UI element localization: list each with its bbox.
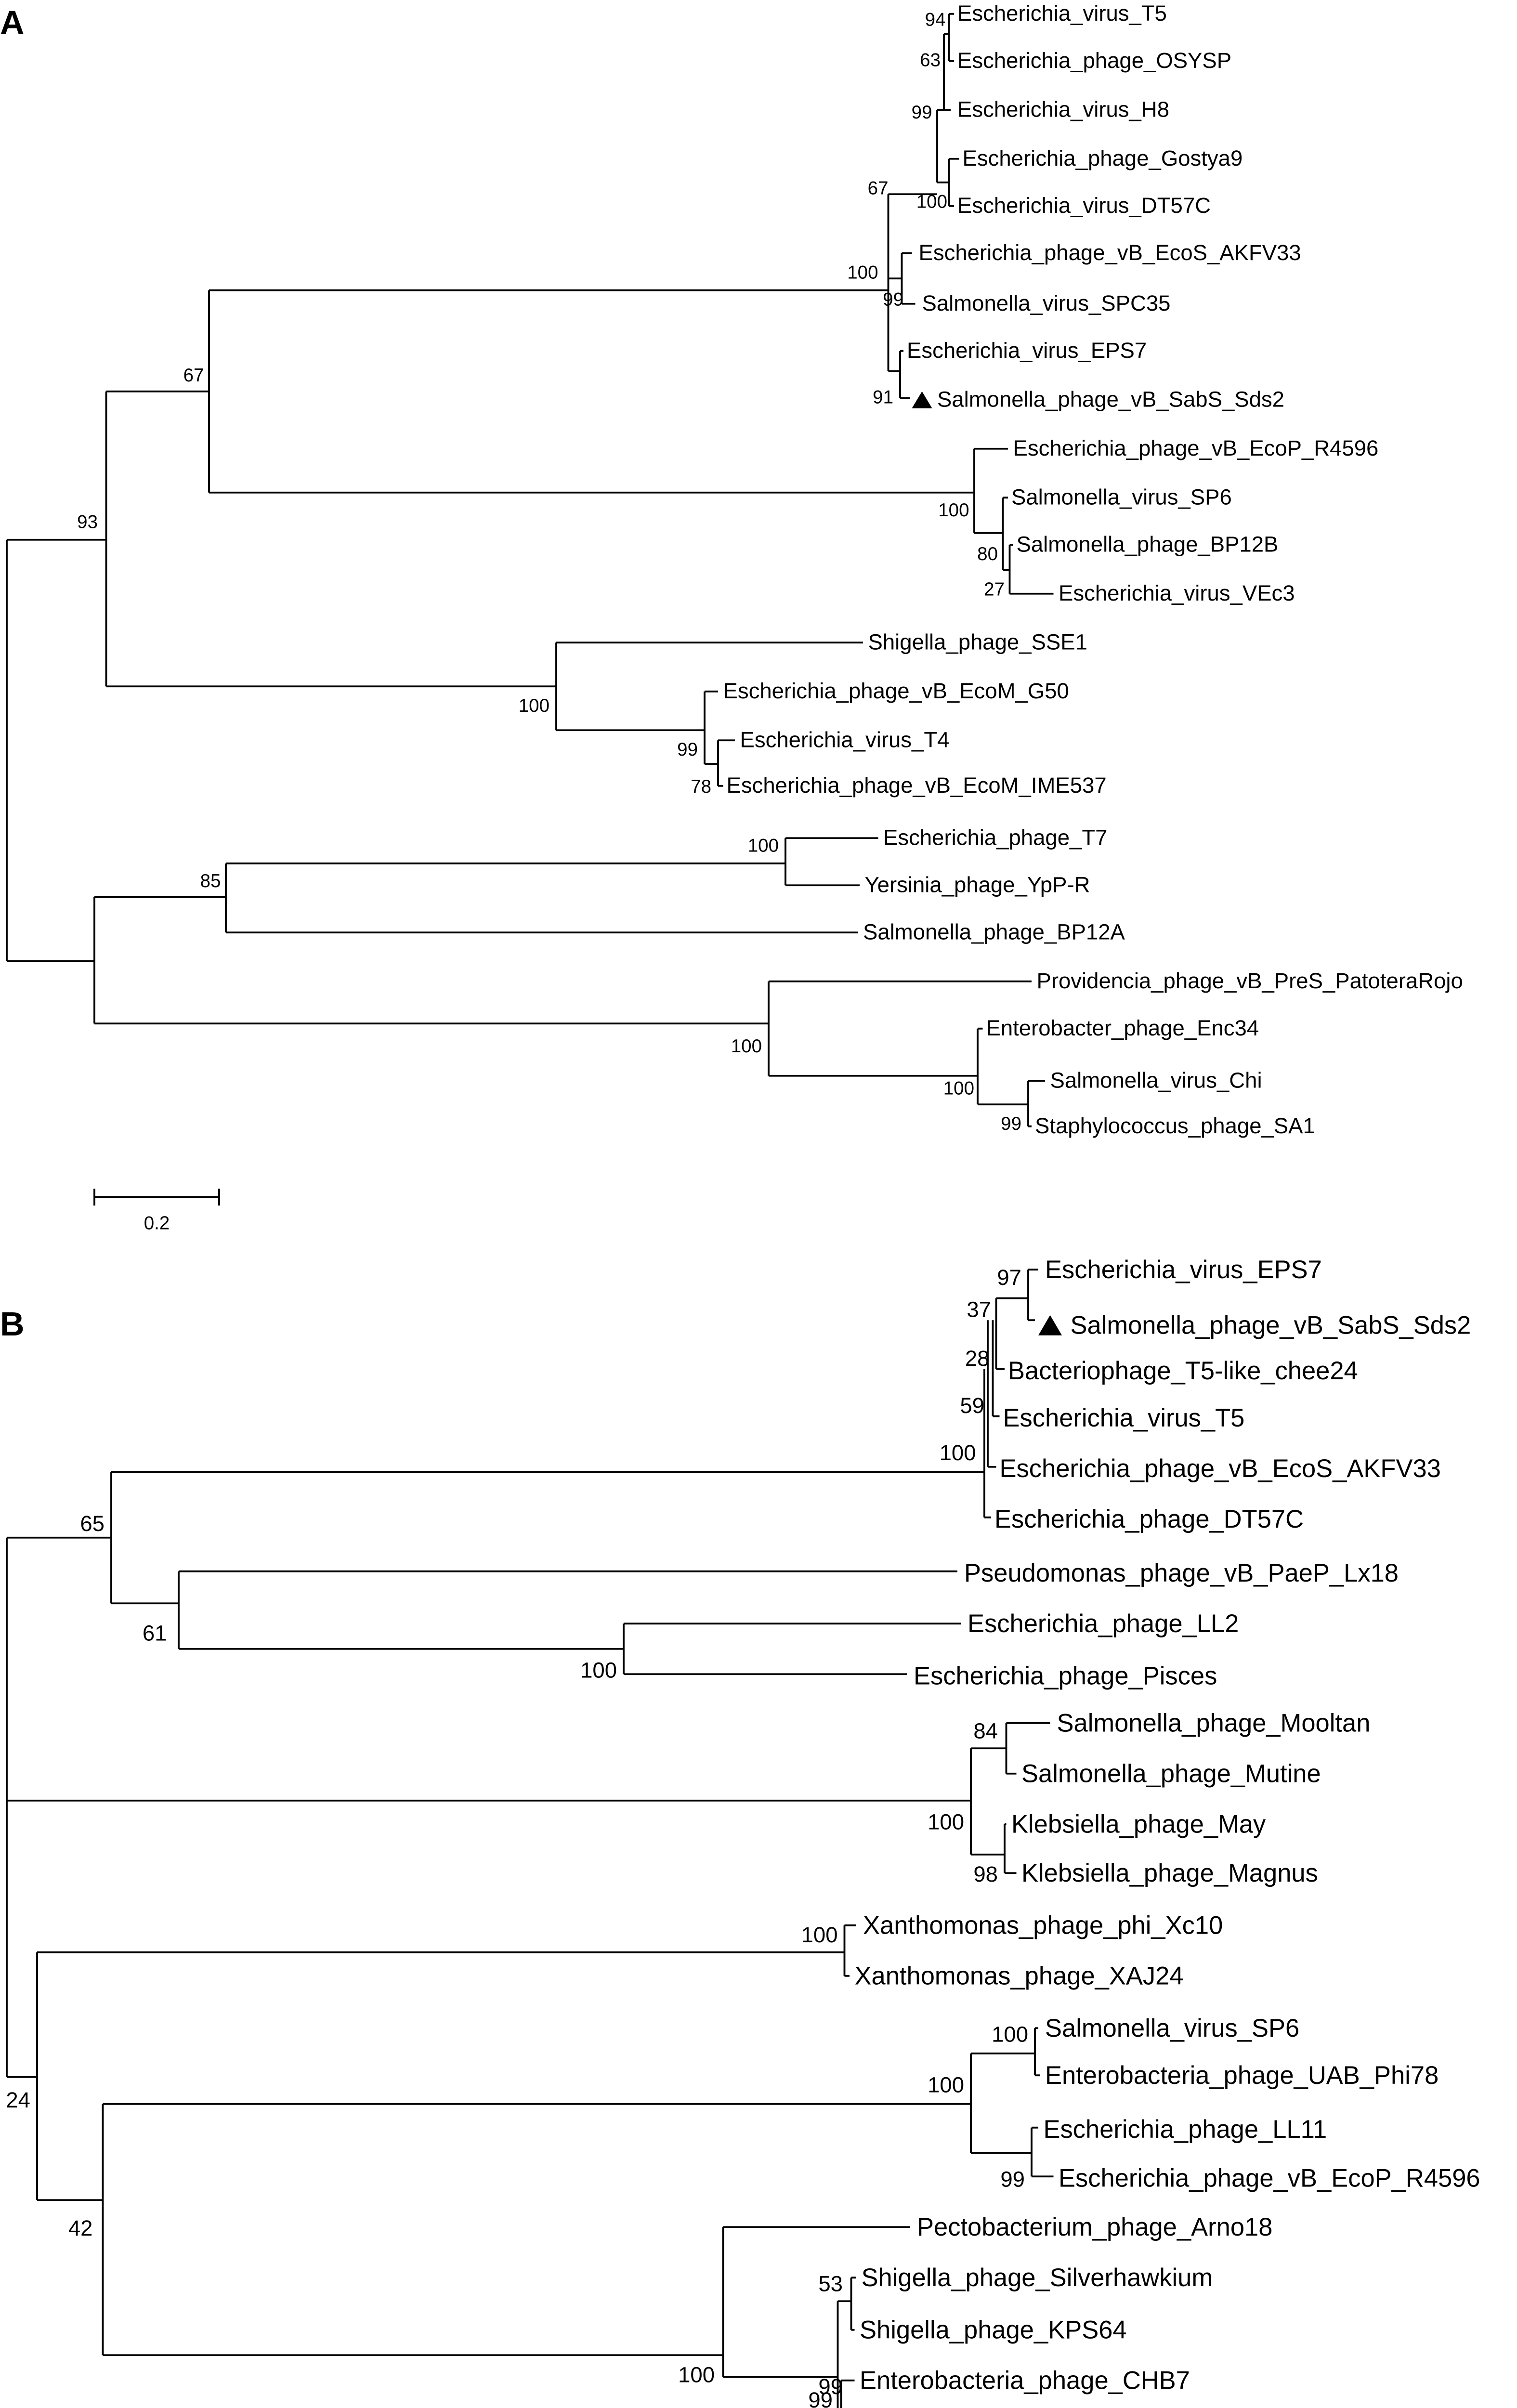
- leaf-label: Escherichia_virus_VEc3: [1059, 580, 1295, 605]
- leaf-label: Escherichia_phage_T7: [883, 825, 1108, 850]
- bootstrap-value: 98: [973, 1861, 998, 1886]
- leaf-label: Escherichia_phage_vB_EcoP_R4596: [1059, 2164, 1480, 2193]
- bootstrap-value: 80: [977, 543, 998, 564]
- bootstrap-value: 100: [939, 1440, 976, 1465]
- bootstrap-value: 97: [997, 1265, 1021, 1290]
- bootstrap-value: 100: [916, 191, 947, 212]
- leaf-label: Yersinia_phage_YpP-R: [864, 872, 1090, 897]
- bootstrap-value: 67: [183, 365, 204, 386]
- leaf-label: Escherichia_virus_EPS7: [907, 338, 1147, 363]
- leaf-label: Salmonella_phage_BP12A: [863, 919, 1125, 944]
- bootstrap-value: 100: [801, 1922, 838, 1947]
- bootstrap-value: 85: [200, 870, 221, 891]
- leaf-label: Staphylococcus_phage_SA1: [1035, 1113, 1315, 1138]
- leaf-label: Salmonella_virus_Chi: [1050, 1068, 1262, 1093]
- panel-b-label: B: [0, 1305, 25, 1343]
- panel-a-label: A: [0, 3, 25, 41]
- leaf-label: Escherichia_virus_T4: [740, 727, 950, 752]
- leaf-label: Klebsiella_phage_Magnus: [1021, 1858, 1318, 1887]
- leaf-label: Salmonella_phage_Mooltan: [1057, 1709, 1371, 1738]
- leaf-label: Xanthomonas_phage_phi_Xc10: [863, 1911, 1223, 1940]
- leaf-label: Escherichia_phage_vB_EcoS_AKFV33: [999, 1454, 1441, 1483]
- leaf-label: Enterobacteria_phage_CHB7: [860, 2366, 1190, 2395]
- scale-bar-line: [94, 1189, 219, 1205]
- leaf-label: Escherichia_phage_Pisces: [914, 1662, 1217, 1690]
- bootstrap-value: 100: [992, 2022, 1028, 2047]
- leaf-label: Escherichia_virus_T5: [1003, 1403, 1245, 1432]
- panel-a-leaf-labels: [723, 1, 1463, 1138]
- leaf-label: Enterobacter_phage_Enc34: [986, 1015, 1259, 1040]
- bootstrap-value: 100: [928, 2072, 964, 2097]
- leaf-label: Shigella_phage_KPS64: [860, 2316, 1127, 2344]
- bootstrap-value: 53: [818, 2271, 843, 2296]
- bootstrap-value: 42: [68, 2215, 93, 2240]
- leaf-label: Shigella_phage_SSE1: [868, 629, 1087, 654]
- leaf-label: Pectobacterium_phage_Arno18: [917, 2212, 1273, 2241]
- leaf-label: Escherichia_phage_DT57C: [994, 1505, 1304, 1533]
- leaf-label: Salmonella_virus_SP6: [1011, 484, 1232, 510]
- bootstrap-value: 99: [883, 289, 903, 310]
- triangle-marker-icon: [912, 392, 932, 408]
- leaf-label: Escherichia_virus_H8: [957, 97, 1170, 122]
- leaf-label: Salmonella_phage_Mutine: [1021, 1759, 1321, 1788]
- leaf-label: Shigella_phage_Silverhawkium: [861, 2263, 1213, 2292]
- leaf-label: Pseudomonas_phage_vB_PaeP_Lx18: [964, 1558, 1399, 1587]
- leaf-label: Escherichia_phage_vB_EcoM_G50: [723, 678, 1069, 703]
- bootstrap-value: 37: [967, 1297, 991, 1322]
- leaf-label: Escherichia_phage_vB_EcoM_IME537: [726, 772, 1107, 798]
- leaf-label: Providencia_phage_vB_PreS_PatoteraRojo: [1036, 968, 1463, 993]
- bootstrap-value: 100: [678, 2362, 715, 2387]
- leaf-label: Enterobacteria_phage_UAB_Phi78: [1045, 2061, 1439, 2090]
- panel-a-scale-bar: [94, 1189, 219, 1233]
- panel-b-tree-edges: [7, 1269, 1054, 2408]
- panel-b: [0, 1256, 1480, 2408]
- bootstrap-value: 24: [6, 2087, 30, 2112]
- bootstrap-value: 59: [960, 1393, 984, 1418]
- panel-a-tree-edges: [7, 14, 1054, 1126]
- bootstrap-value: 27: [984, 579, 1005, 600]
- leaf-label: Klebsiella_phage_May: [1011, 1810, 1266, 1839]
- leaf-label: Escherichia_phage_LL2: [968, 1609, 1239, 1638]
- bootstrap-value: 100: [938, 499, 969, 521]
- triangle-marker-icon: [1038, 1315, 1062, 1335]
- leaf-label: Escherichia_phage_vB_EcoS_AKFV33: [918, 240, 1301, 265]
- leaf-label: Escherichia_phage_Gostya9: [962, 145, 1243, 170]
- panel-a: [0, 1, 1463, 1234]
- leaf-label: Salmonella_virus_SPC35: [922, 290, 1171, 315]
- bootstrap-value: 65: [80, 1511, 105, 1536]
- bootstrap-value: 100: [943, 1078, 974, 1099]
- leaf-label: Bacteriophage_T5-like_chee24: [1008, 1356, 1358, 1385]
- leaf-label: Salmonella_phage_vB_SabS_Sds2: [937, 387, 1284, 412]
- bootstrap-value: 99: [911, 102, 932, 123]
- bootstrap-value: 100: [928, 1809, 964, 1834]
- leaf-label: Salmonella_phage_BP12B: [1016, 532, 1279, 557]
- bootstrap-value: 100: [580, 1658, 617, 1683]
- bootstrap-value: 99: [818, 2374, 843, 2399]
- scale-bar-label: 0.2: [144, 1213, 170, 1234]
- leaf-label: Salmonella_virus_SP6: [1045, 2014, 1300, 2042]
- bootstrap-value: 91: [873, 387, 893, 408]
- bootstrap-value: 78: [691, 776, 712, 797]
- bootstrap-value: 61: [142, 1621, 167, 1646]
- bootstrap-value: 63: [920, 50, 941, 71]
- bootstrap-value: 99: [808, 2387, 833, 2408]
- bootstrap-value: 99: [677, 739, 698, 760]
- leaf-label: Escherichia_phage_OSYSP: [957, 48, 1232, 73]
- bootstrap-value: 100: [731, 1035, 762, 1057]
- leaf-label: Escherichia_virus_DT57C: [957, 193, 1211, 218]
- bootstrap-value: 100: [518, 695, 549, 716]
- leaf-label: Xanthomonas_phage_XAJ24: [854, 1962, 1184, 1990]
- panel-a-bootstrap-values: [77, 9, 1021, 1134]
- bootstrap-value: 99: [1001, 1113, 1021, 1134]
- bootstrap-value: 99: [1000, 2167, 1025, 2192]
- bootstrap-value: 100: [847, 262, 878, 283]
- bootstrap-value: 28: [965, 1346, 990, 1371]
- bootstrap-value: 84: [973, 1718, 998, 1743]
- leaf-label: Salmonella_phage_vB_SabS_Sds2: [1070, 1311, 1471, 1340]
- bootstrap-value: 67: [867, 178, 889, 199]
- bootstrap-value: 100: [747, 835, 779, 856]
- leaf-label: Escherichia_phage_vB_EcoP_R4596: [1013, 435, 1379, 460]
- leaf-label: Escherichia_phage_LL11: [1043, 2115, 1327, 2144]
- leaf-label: Escherichia_virus_T5: [957, 0, 1167, 26]
- bootstrap-value: 94: [925, 9, 946, 30]
- leaf-label: Escherichia_virus_EPS7: [1045, 1255, 1322, 1284]
- bootstrap-value: 93: [77, 511, 98, 533]
- panel-b-bootstrap-values: [6, 1265, 1028, 2408]
